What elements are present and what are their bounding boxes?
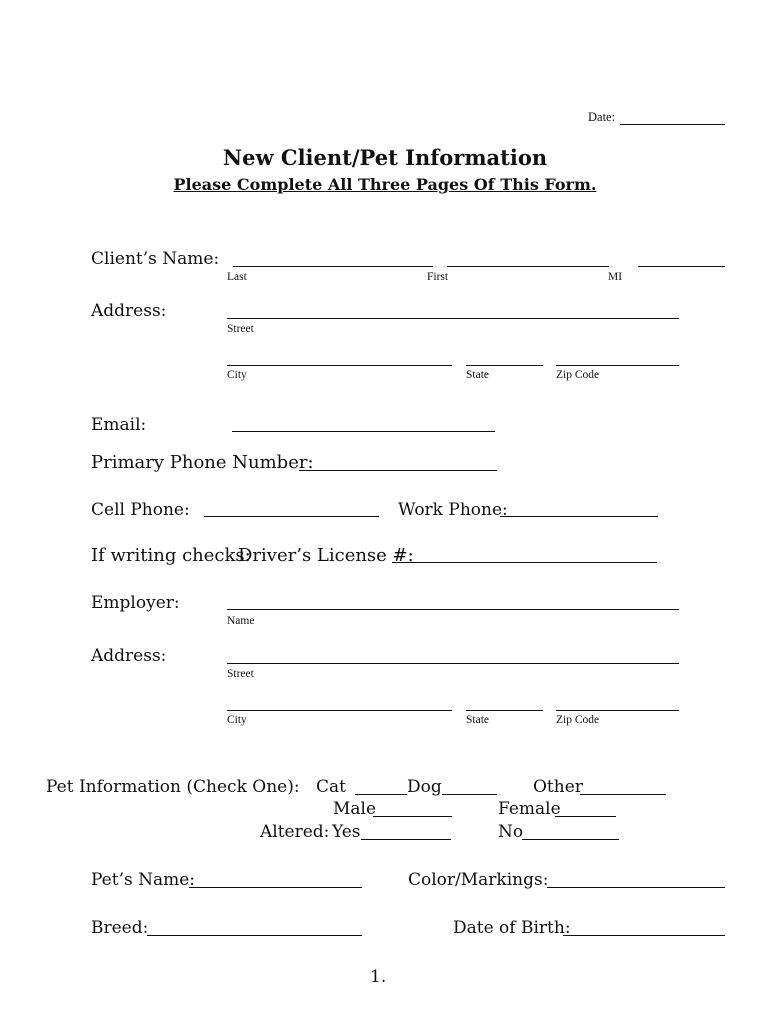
cell-phone-field[interactable]	[204, 516, 379, 517]
zip-caption: Zip Code	[556, 369, 600, 381]
license-label: Driver’s License #:	[238, 545, 414, 566]
male-label: Male	[333, 799, 377, 819]
dob-field[interactable]	[563, 935, 725, 936]
color-markings-field[interactable]	[547, 887, 725, 888]
cat-check-field[interactable]	[355, 794, 407, 795]
page-number: 1.	[370, 967, 387, 987]
color-markings-label: Color/Markings:	[408, 870, 549, 890]
altered-no-field[interactable]	[522, 839, 619, 840]
pet-info-label: Pet Information (Check One):	[46, 777, 300, 797]
client-street-field[interactable]	[227, 318, 679, 319]
employer-city-caption: City	[227, 714, 247, 726]
primary-phone-label: Primary Phone Number:	[91, 452, 314, 473]
state-caption: State	[466, 369, 489, 381]
email-field[interactable]	[232, 431, 495, 432]
female-check-field[interactable]	[555, 816, 616, 817]
mi-caption: MI	[608, 271, 623, 283]
breed-label: Breed:	[91, 918, 149, 938]
date-label: Date:	[588, 110, 616, 124]
work-phone-field[interactable]	[500, 516, 658, 517]
client-zip-field[interactable]	[556, 365, 679, 366]
client-city-field[interactable]	[227, 365, 452, 366]
employer-address-label: Address:	[91, 646, 167, 666]
employer-state-field[interactable]	[466, 710, 543, 711]
employer-name-field[interactable]	[227, 609, 679, 610]
client-first-name-field[interactable]	[447, 266, 609, 267]
employer-state-caption: State	[466, 714, 489, 726]
dog-label: Dog	[407, 777, 442, 797]
city-caption: City	[227, 369, 247, 381]
client-last-name-field[interactable]	[233, 266, 433, 267]
date-field[interactable]	[620, 124, 725, 125]
dob-label: Date of Birth:	[453, 918, 571, 938]
employer-zip-caption: Zip Code	[556, 714, 600, 726]
employer-zip-field[interactable]	[556, 710, 679, 711]
email-label: Email:	[91, 415, 147, 435]
other-check-field[interactable]	[580, 794, 666, 795]
dog-check-field[interactable]	[442, 794, 497, 795]
cell-phone-label: Cell Phone:	[91, 500, 190, 520]
client-state-field[interactable]	[466, 365, 543, 366]
pet-name-label: Pet’s Name:	[91, 870, 196, 890]
employer-name-caption: Name	[227, 615, 255, 627]
cat-label: Cat	[316, 777, 346, 797]
altered-label: Altered:	[260, 822, 330, 842]
last-caption: Last	[227, 271, 247, 283]
client-address-label: Address:	[91, 301, 167, 321]
pet-name-field[interactable]	[189, 887, 362, 888]
employer-city-field[interactable]	[227, 710, 452, 711]
license-field[interactable]	[392, 562, 657, 563]
other-label: Other	[533, 777, 583, 797]
client-mi-field[interactable]	[638, 266, 725, 267]
altered-no-label: No	[498, 822, 524, 842]
checks-label: If writing checks:	[91, 545, 251, 566]
breed-field[interactable]	[147, 935, 362, 936]
altered-yes-label: Yes	[332, 822, 361, 842]
client-name-label: Client’s Name:	[91, 249, 220, 269]
form-subtitle: Please Complete All Three Pages Of This Form.	[173, 175, 597, 194]
employer-street-field[interactable]	[227, 663, 679, 664]
employer-street-caption: Street	[227, 668, 254, 680]
primary-phone-field[interactable]	[299, 470, 497, 471]
altered-yes-field[interactable]	[361, 839, 451, 840]
employer-label: Employer:	[91, 593, 180, 613]
form-title: New Client/Pet Information	[222, 145, 548, 170]
first-caption: First	[427, 271, 449, 283]
male-check-field[interactable]	[373, 816, 452, 817]
female-label: Female	[498, 799, 561, 819]
street-caption: Street	[227, 323, 254, 335]
work-phone-label: Work Phone:	[398, 500, 508, 520]
